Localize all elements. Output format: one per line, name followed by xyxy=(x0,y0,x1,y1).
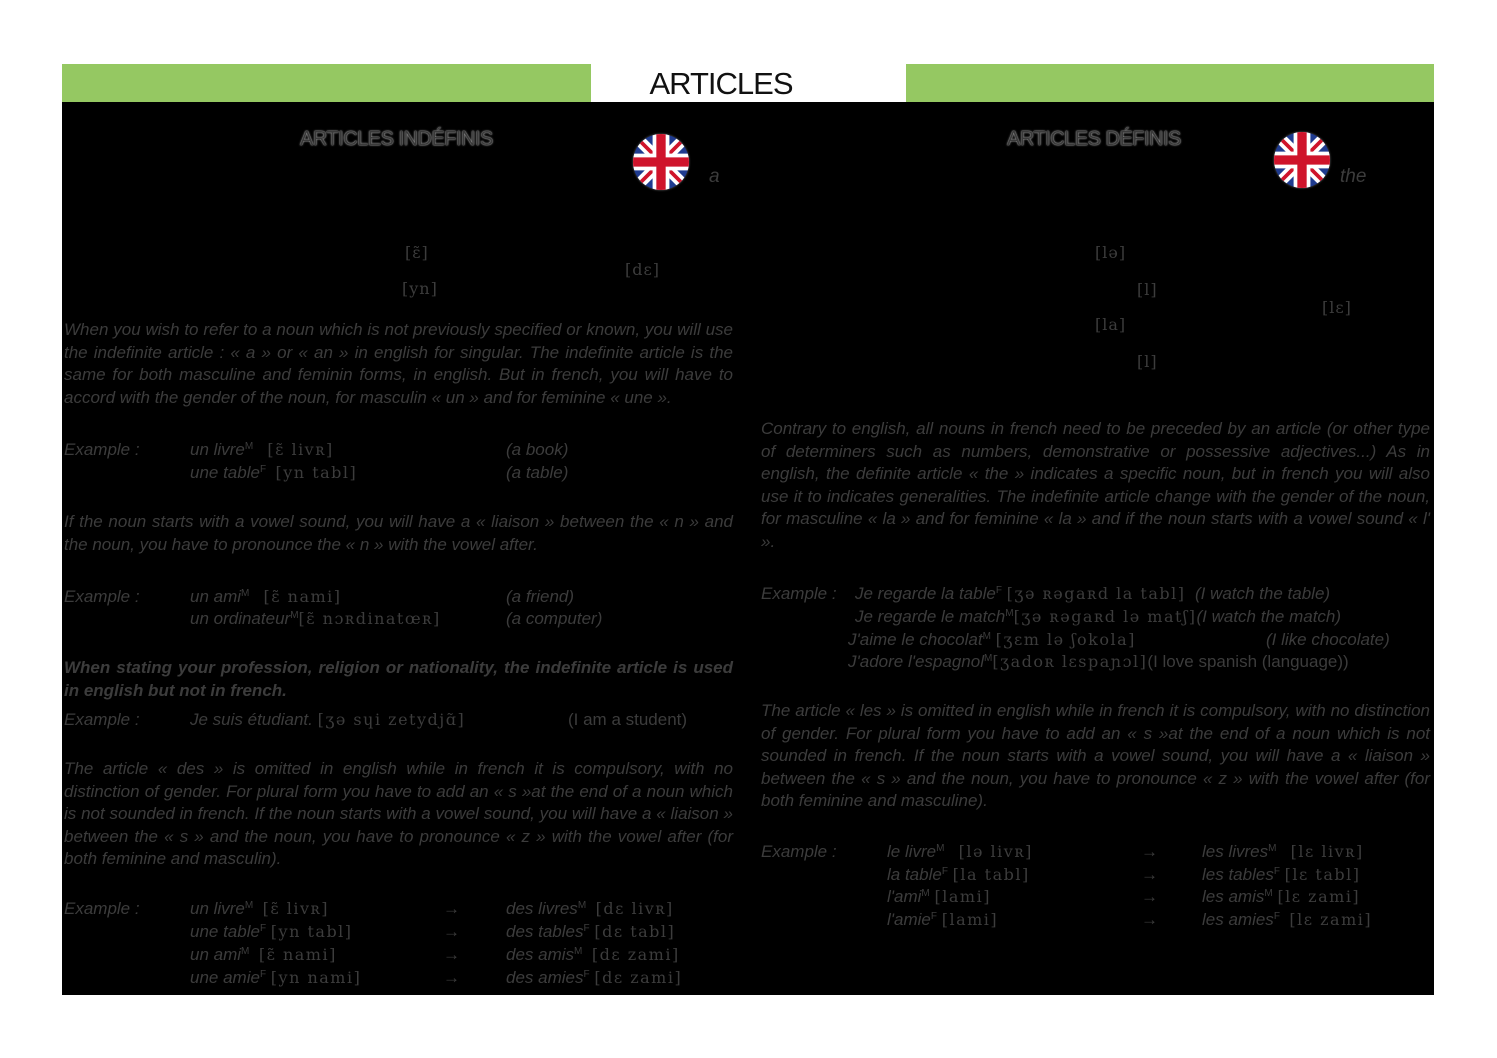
arrow-icon: → xyxy=(1141,887,1158,906)
left-ipa-une: [yn] xyxy=(402,279,438,298)
left-paragraph-3: When stating your profession, religion or nationality, the indefinite article is used in english but not in french. xyxy=(64,658,733,700)
left-ex1-row2-translation: (a table) xyxy=(506,463,569,482)
right-ex2-row: l'ami$^M$ [lami] xyxy=(887,887,991,906)
arrow-icon: → xyxy=(443,922,460,941)
left-ex3-label: Example : xyxy=(64,710,140,729)
right-ex2-row: l'amie$^F$ [lami] xyxy=(887,910,999,929)
left-ex4-row: un livre$^M$ [ɛ̃ livʀ] xyxy=(190,899,330,918)
right-ipa-le: [lə] xyxy=(1095,243,1127,262)
arrow-icon: → xyxy=(1141,910,1158,929)
left-ex2-label: Example : xyxy=(64,587,140,606)
right-ex1-row-translation: (I like chocolate) xyxy=(1266,630,1390,649)
right-ex1-row: Je regarde la table$^F$ [ʒə ʀəgaʀd la tabl] (I watch the table) xyxy=(855,584,1331,603)
left-ex3-translation: (I am a student) xyxy=(568,710,688,729)
right-paragraph-2: The article « les » is omitted in english while in french it is compulsory, with no distinction of gender. For plural form you have to add an « s »at the end of a noun which is not sounded in french. If the noun starts with a vowel sound, you will have a « liaison » between the « s » and the noun, you have to pronounce « z » with the vowel after (for both feminine and masculine). xyxy=(761,701,1430,811)
left-paragraph-2: If the noun starts with a vowel sound, you will have a « liaison » between the « n » and the noun, you have to pronounce the « n » with the vowel after. xyxy=(64,512,733,554)
left-english-article: a xyxy=(709,166,720,187)
right-ex2-row: le livre$^M$ [lə livʀ] xyxy=(887,842,1033,861)
right-ex2-row: la table$^F$ [la tabl] xyxy=(887,865,1030,884)
left-ex1-row1: un livre$^M$ [ɛ̃ livʀ] xyxy=(190,440,334,459)
right-ex1-label: Example : xyxy=(761,584,837,603)
left-paragraph-4: The article « des » is omitted in english while in french it is compulsory, with no distinction of gender. For plural form you have to add an « s »at the end of a noun which is not sounded in french. If the noun starts with a vowel sound, you will have a « liaison » between the « s » and the noun, you have to pronounce « z » with the vowel after (for both feminine and masculin). xyxy=(64,759,733,869)
right-ipa-les: [lɛ] xyxy=(1322,298,1352,317)
right-ex1-row: Je regarde le match$^M$[ʒə ʀəgaʀd lə matʃ](I watch the match) xyxy=(855,607,1342,626)
uk-flag-icon xyxy=(1274,132,1330,188)
arrow-icon: → xyxy=(443,945,460,964)
right-ex1-row: J'adore l'espagnol$^M$[ʒadoʀ lɛspaɲɔl](I love spanish (language)) xyxy=(848,652,1349,671)
header-band-left xyxy=(62,64,591,102)
right-ex2-label: Example : xyxy=(761,842,837,861)
right-paragraph-1: Contrary to english, all nouns in french need to be preceded by an article (or other type of determiners such as numbers, demonstrative or possessive adjectives...) As in english, the definite article « the » indicates a specific noun, but in french you will also use it to indicates generalities. The indefinite article change with the gender of the noun, for masculine « la » and for feminine « la » and if the noun starts with a vowel sound « l' ». xyxy=(761,419,1430,551)
left-ex4-plural: des amis$^M$ [dɛ zami] xyxy=(506,945,680,964)
left-ex4-row: une table$^F$ [yn tabl] xyxy=(190,922,353,941)
left-ex4-plural: des tables$^F$ [dɛ tabl] xyxy=(506,922,676,941)
left-ex4-plural: des livres$^M$ [dɛ livʀ] xyxy=(506,899,674,918)
right-ex2-plural: les tables$^F$ [lɛ tabl] xyxy=(1202,865,1361,884)
left-ex4-row: un ami$^M$ [ɛ̃ nami] xyxy=(190,945,337,964)
right-ipa-l-fem: [l] xyxy=(1137,352,1158,371)
uk-flag-icon xyxy=(633,134,689,190)
header-band-right xyxy=(906,64,1434,102)
left-heading: ARTICLES INDÉFINIS xyxy=(300,128,493,150)
left-ex2-row1: un ami$^M$ [ɛ̃ nami] xyxy=(190,587,342,606)
left-ex2-row2-translation: (a computer) xyxy=(506,609,603,628)
right-ipa-l-masc: [l] xyxy=(1137,280,1158,299)
page-title: ARTICLES xyxy=(649,66,793,101)
arrow-icon: → xyxy=(443,899,460,918)
right-ex2-plural: les amis$^M$ [lɛ zami] xyxy=(1202,887,1361,906)
right-ex1-row: J'aime le chocolat$^M$ [ʒɛm lə ʃokola] xyxy=(848,630,1136,649)
left-ex2-row2: un ordinateur$^M$[ɛ̃ nɔʀdinatœʀ] xyxy=(190,609,441,628)
left-ex3-sentence: Je suis étudiant. [ʒə sɥi zetydjɑ̃] xyxy=(190,710,466,729)
left-ex1-label: Example : xyxy=(64,440,140,459)
left-ex4-row: une amie$^F$ [yn nami] xyxy=(190,968,362,987)
left-ipa-un: [ɛ̃] xyxy=(405,243,429,262)
left-ex4-label: Example : xyxy=(64,899,140,918)
left-ex4-plural: des amies$^F$ [dɛ zami] xyxy=(506,968,683,987)
left-ex1-row2: une table$^F$ [yn tabl] xyxy=(190,463,358,482)
arrow-icon: → xyxy=(443,968,460,987)
left-ipa-des: [dɛ] xyxy=(625,260,661,279)
right-ipa-la: [la] xyxy=(1095,315,1127,334)
left-ex1-row1-translation: (a book) xyxy=(506,440,569,459)
right-ex2-plural: les livres$^M$ [lɛ livʀ] xyxy=(1202,842,1364,861)
right-english-article: the xyxy=(1340,166,1367,187)
left-ex2-row1-translation: (a friend) xyxy=(506,587,575,606)
left-paragraph-1: When you wish to refer to a noun which is not previously specified or known, you will use the indefinite article : « a » or « an » in english for singular. The indefinite article is the same for both masculine and feminin forms, in english. But in french, you will have to accord with the gender of the noun, for masculin « un » and for feminine « une ». xyxy=(64,320,733,407)
arrow-icon: → xyxy=(1141,842,1158,861)
right-heading: ARTICLES DÉFINIS xyxy=(1007,128,1181,150)
right-ex2-plural: les amies$^F$ [lɛ zami] xyxy=(1202,910,1373,929)
arrow-icon: → xyxy=(1141,865,1158,884)
